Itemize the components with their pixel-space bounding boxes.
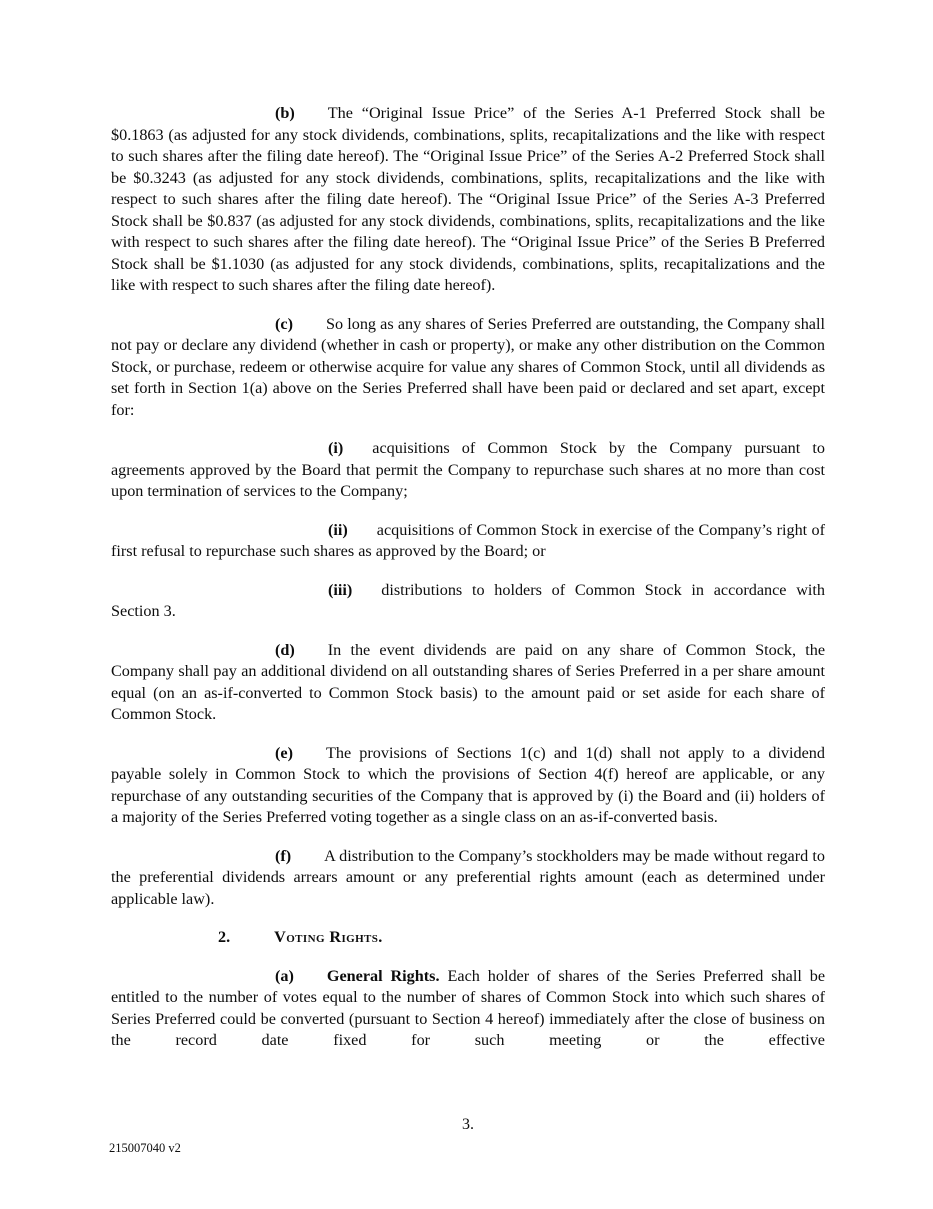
paragraph-c-label: (c): [275, 314, 293, 333]
paragraph-f-label: (f): [275, 846, 292, 865]
subparagraph-i-text: acquisitions of Common Stock by the Company pursuant to agreements approved by the Board that permit the Company to repurchase such shares at no more than cost upon termination of services to the Company;: [111, 439, 825, 500]
paragraph-e-text: The provisions of Sections 1(c) and 1(d) shall not apply to a dividend payable solely in Common Stock to which the provisions of Section 4(f) hereof are applicable, or any repurchase of any outstanding securities of the Company that is approved by (i) the Board and (ii) holders of a majority of the Series Preferred voting together as a single class on an as-if-converted basis.: [111, 743, 825, 826]
document-body: [111, 103, 825, 1069]
subparagraph-iii: [111, 580, 825, 623]
paragraph-f-text: A distribution to the Company’s stockholders may be made without regard to the preferential dividends arrears amount or any preferential rights amount (each as determined under applicable law).: [111, 846, 825, 908]
subparagraph-ii-label: (ii): [328, 520, 348, 539]
paragraph-e-label: (e): [275, 743, 293, 762]
subparagraph-iii-label: (iii): [328, 580, 353, 599]
subparagraph-iii-text: distributions to holders of Common Stock in accordance with Section 3.: [111, 580, 825, 620]
subparagraph-ii-text: acquisitions of Common Stock in exercise of the Company’s right of first refusal to repurchase such shares as approved by the Board; or: [111, 520, 825, 560]
paragraph-c: [111, 314, 825, 422]
paragraph-b-text: The “Original Issue Price” of the Series A-1 Preferred Stock shall be $0.1863 (as adjusted for any stock dividends, combinations, splits, recapitalizations and the like with respect to such shares after the filing date hereof). The “Original Issue Price” of the Series A-2 Preferred Stock shall be $0.3243 (as adjusted for any stock dividends, combinations, splits, recapitalizations and the like with respect to such shares after the filing date hereof). The “Original Issue Price” of the Series A-3 Preferred Stock shall be $0.837 (as adjusted for any stock dividends, combinations, splits, recapitalizations and the like with respect to such shares after the filing date hereof). The “Original Issue Price” of the Series B Preferred Stock shall be $1.1030 (as adjusted for any stock dividends, combinations, splits, recapitalizations and the like with respect to such shares after the filing date hereof).: [111, 104, 825, 294]
page-number: 3.: [462, 1116, 474, 1133]
subsection-a-label: (a): [275, 966, 294, 985]
paragraph-d-text: In the event dividends are paid on any share of Common Stock, the Company shall pay an additional dividend on all outstanding shares of Series Preferred in a per share amount equal (on an as-if-converted to Common Stock basis) to the amount paid or set aside for each share of Common Stock.: [111, 640, 825, 723]
section-number: 2.: [218, 928, 231, 946]
subsection-a-general-rights: [111, 966, 825, 1052]
subparagraph-i: [111, 438, 825, 503]
paragraph-e: [111, 743, 825, 829]
document-id-footer: 215007040 v2: [109, 1141, 181, 1155]
paragraph-b: [111, 103, 825, 297]
subparagraph-ii: [111, 520, 825, 563]
paragraph-b-label: (b): [275, 104, 295, 122]
subsection-a-runin-heading: General Rights.: [326, 966, 440, 985]
subsection-a-text: Each holder of shares of the Series Preferred shall be entitled to the number of votes equal to the number of shares of Common Stock into which such shares of Series Preferred could be converted (pursuant to Section 4 hereof) immediately after the close of business on the record date fixed for such meeting or the effective: [111, 966, 826, 1049]
paragraph-d-label: (d): [275, 640, 295, 659]
section-title: Voting Rights.: [274, 928, 383, 946]
subparagraph-i-label: (i): [328, 439, 344, 457]
paragraph-d: [111, 640, 825, 726]
paragraph-f: [111, 846, 825, 911]
paragraph-c-text: So long as any shares of Series Preferred are outstanding, the Company shall not pay or declare any dividend (whether in cash or property), or make any other distribution on the Common Stock, or purchase, redeem or otherwise acquire for value any shares of Common Stock, until all dividends as set forth in Section 1(a) above on the Series Preferred shall have been paid or declared and set apart, except for:: [111, 314, 825, 419]
section-heading-voting-rights: [111, 927, 825, 949]
